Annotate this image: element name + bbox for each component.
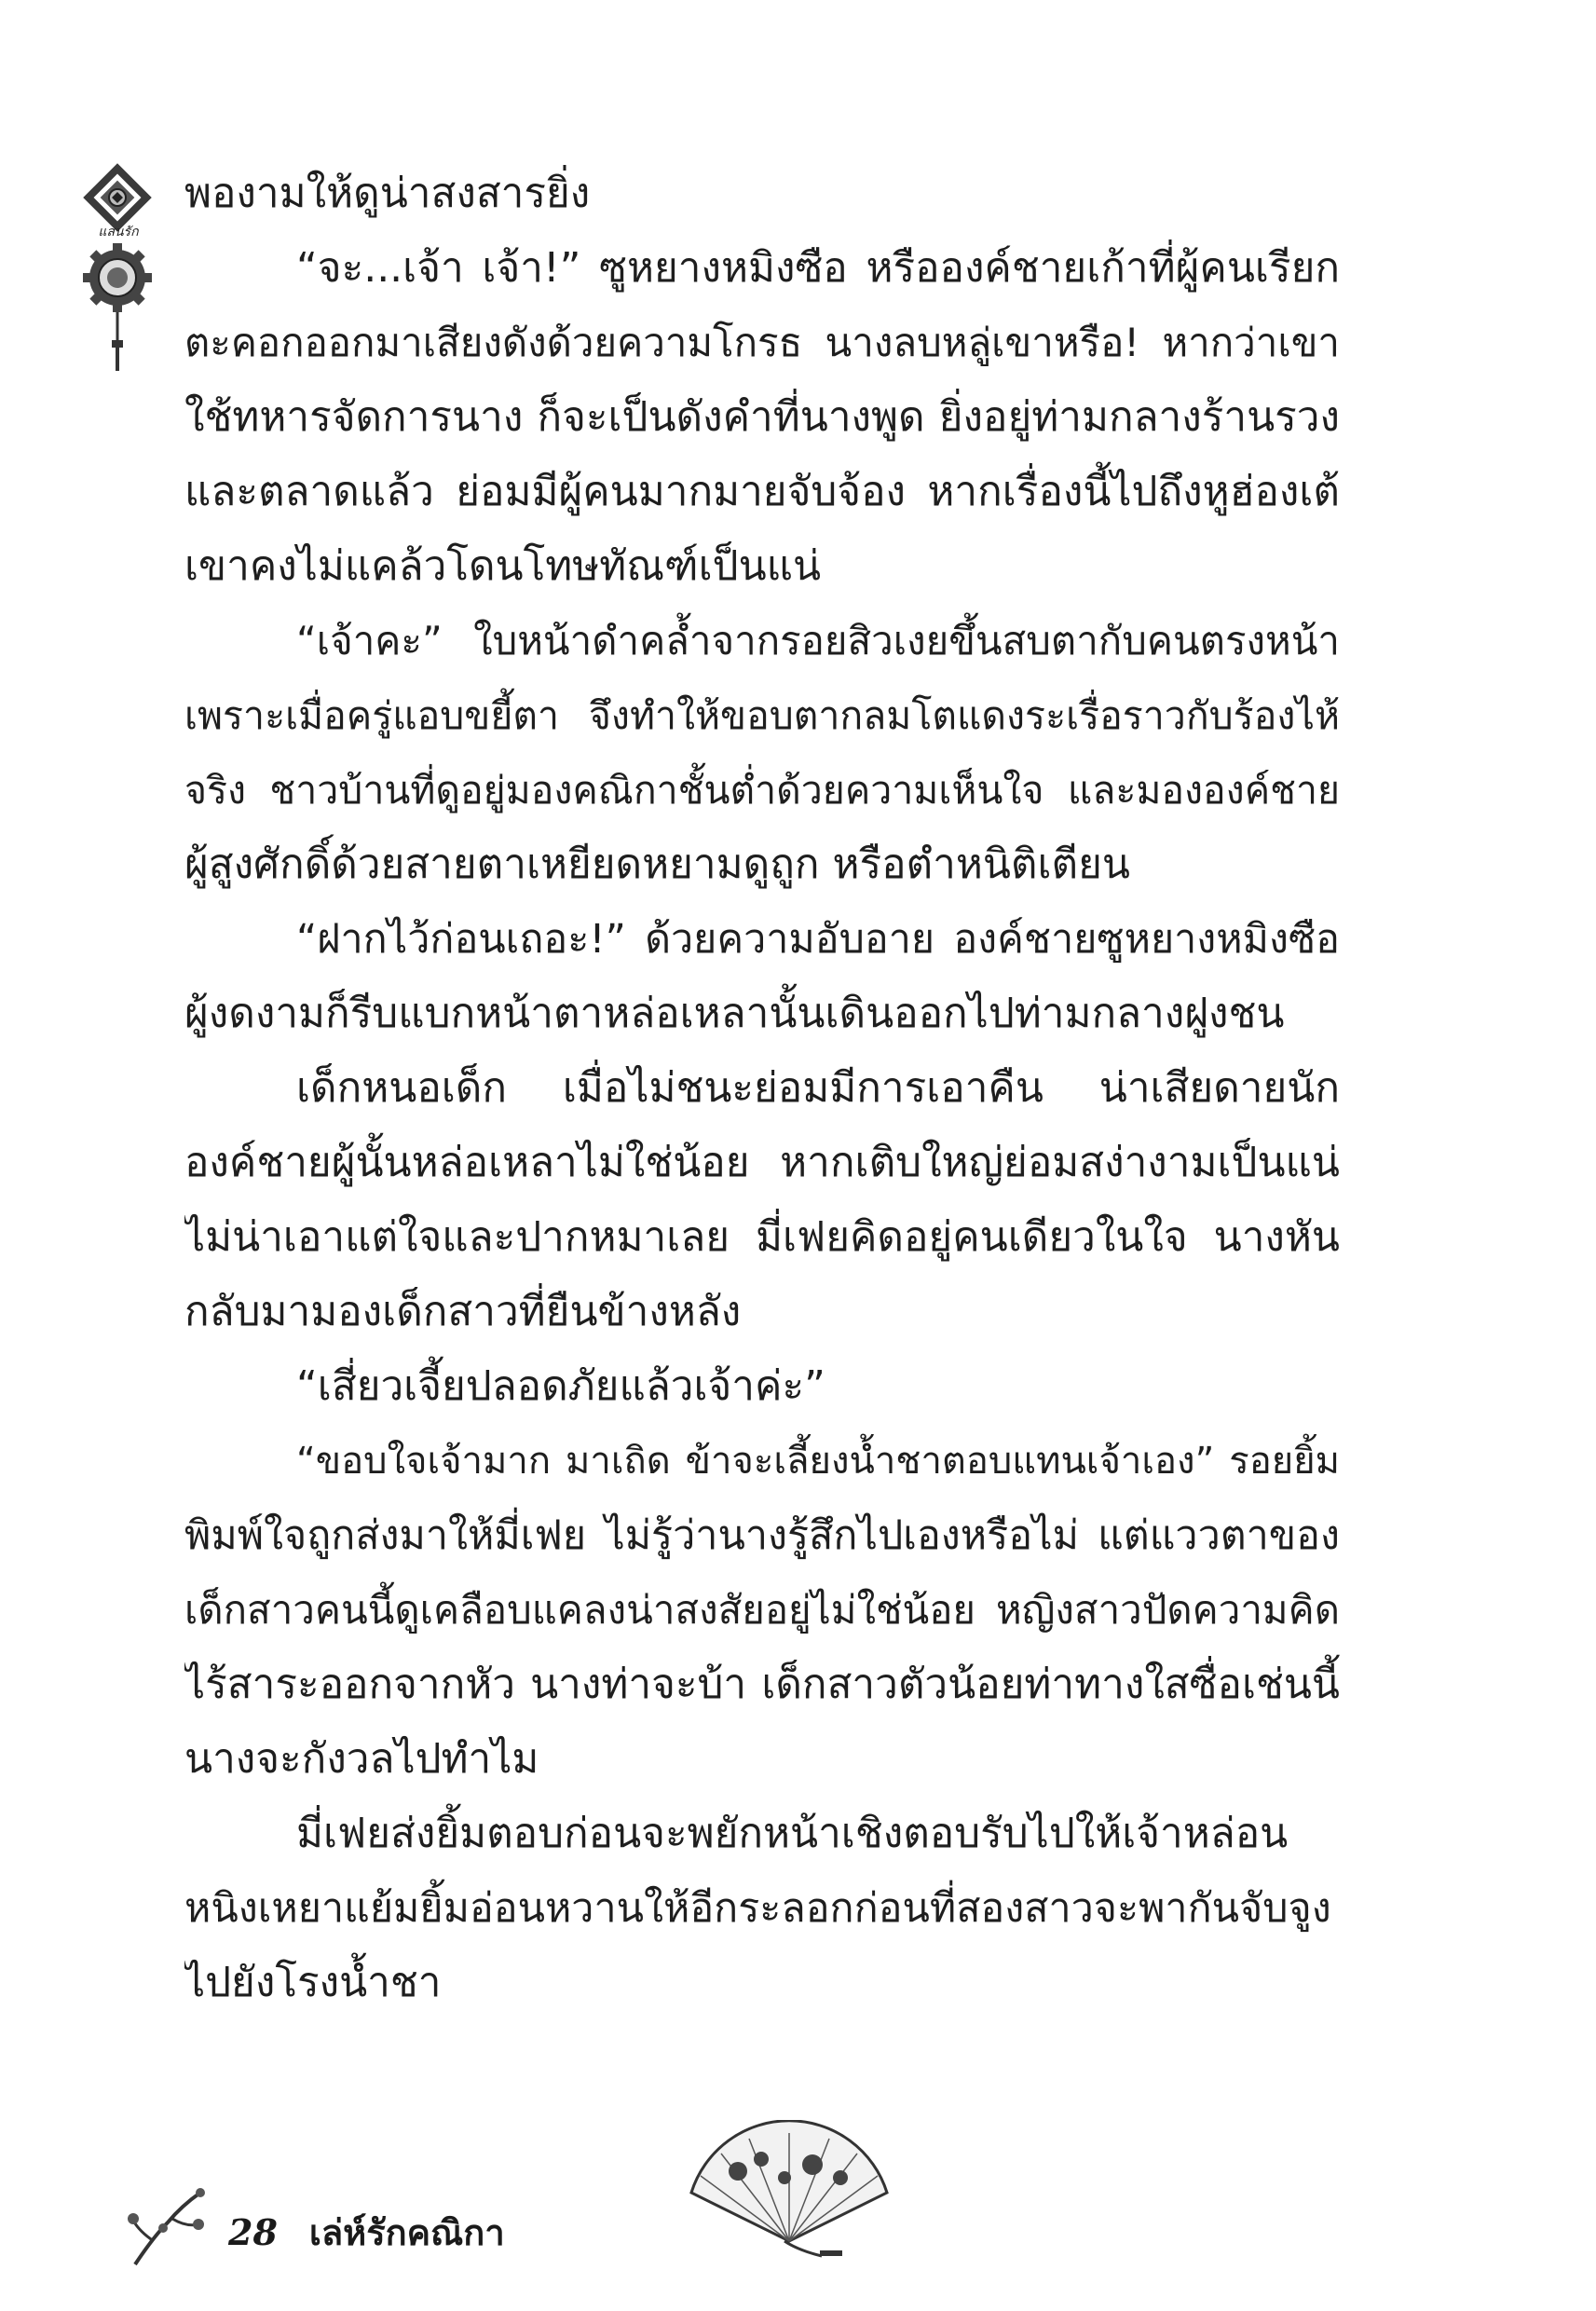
ornament-emblem-icon (80, 158, 155, 373)
text-line: เด็กหนอเด็ก เมื่อไม่ชนะย่อมมีการเอาคืน น่าเสียดายนัก (296, 1064, 1340, 1112)
text-line: “เสี่ยวเจี้ยปลอดภัยแล้วเจ้าค่ะ” (296, 1362, 825, 1410)
book-title: เล่ห์รักคณิกา (308, 2211, 505, 2253)
paragraph (184, 1349, 1340, 1424)
paragraph (184, 231, 1340, 604)
text-line: ตะคอกออกมาเสียงดังด้วยความโกรธ นางลบหลู่เขาหรือ! หากว่าเขา (184, 320, 1340, 365)
plum-branch-icon (126, 2185, 210, 2269)
paragraph (184, 1424, 1340, 1797)
text-line: เด็กสาวคนนี้ดูเคลือบแคลงน่าสงสัยอยู่ไม่ใช่น้อย หญิงสาวปัดความคิด (184, 1587, 1340, 1633)
text-line: พิมพ์ใจถูกส่งมาให้มี่เฟย ไม่รู้ว่านางรู้สึกไปเองหรือไม่ แต่แววตาของ (184, 1512, 1340, 1559)
emblem-label: แสนรัก (98, 225, 139, 239)
text-line: ใช้ทหารจัดการนาง ก็จะเป็นดังคำที่นางพูด ยิ่งอยู่ท่ามกลางร้านรวง (184, 393, 1340, 441)
text-line: ไปยังโรงน้ำชา (184, 1959, 442, 2006)
chapter-body-text (184, 157, 1340, 2020)
text-line: และตลาดแล้ว ย่อมมีผู้คนมากมายจับจ้อง หากเรื่องนี้ไปถึงหูฮ่องเต้ (184, 468, 1340, 515)
text-line: องค์ชายผู้นั้นหล่อเหลาไม่ใช่น้อย หากเติบใหญ่ย่อมสง่างามเป็นแน่ (184, 1139, 1340, 1186)
text-line: หนิงเหยาแย้มยิ้มอ่อนหวานให้อีกระลอกก่อนที่สองสาวจะพากันจับจูง (184, 1885, 1331, 1932)
folding-fan-icon (673, 2120, 906, 2260)
text-line: “จะ...เจ้า เจ้า!” ซูหยางหมิงซือ หรือองค์ชายเก้าที่ผู้คนเรียก (296, 244, 1340, 292)
text-line: เขาคงไม่แคล้วโดนโทษทัณฑ์เป็นแน่ (184, 542, 822, 590)
text-line: กลับมามองเด็กสาวที่ยืนข้างหลัง (184, 1288, 742, 1335)
paragraph (184, 1051, 1340, 1349)
text-line: ผู้สูงศักดิ์ด้วยสายตาเหยียดหยามดูถูก หรือตำหนิติเตียน (184, 841, 1130, 888)
text-line: “ขอบใจเจ้ามาก มาเถิด ข้าจะเลี้ยงน้ำชาตอบแทนเจ้าเอง” รอยยิ้ม (296, 1440, 1340, 1483)
text-line: จริง ชาวบ้านที่ดูอยู่มองคณิกาชั้นต่ำด้วยความเห็นใจ และมององค์ชาย (184, 768, 1340, 813)
paragraph (184, 902, 1340, 1051)
paragraph (184, 604, 1340, 902)
text-line: มี่เฟยส่งยิ้มตอบก่อนจะพยักหน้าเชิงตอบรับไปให้เจ้าหล่อน (296, 1810, 1289, 1857)
text-line: “เจ้าคะ” ใบหน้าดำคล้ำจากรอยสิวเงยขึ้นสบตากับคนตรงหน้า (296, 618, 1340, 663)
text-line: ไร้สาระออกจากหัว นางท่าจะบ้า เด็กสาวตัวน้อยท่าทางใสซื่อเช่นนี้ (184, 1661, 1340, 1708)
page-footer (228, 2205, 505, 2261)
paragraph (184, 157, 1340, 231)
text-line: ไม่น่าเอาแต่ใจและปากหมาเลย มี่เฟยคิดอยู่คนเดียวในใจ นางหัน (184, 1213, 1340, 1261)
text-line: เพราะเมื่อครู่แอบขยี้ตา จึงทำให้ขอบตากลมโตแดงระเรื่อราวกับร้องไห้ (184, 693, 1340, 738)
paragraph (184, 1797, 1340, 2020)
text-line: ผู้งดงามก็รีบแบกหน้าตาหล่อเหลานั้นเดินออกไปท่ามกลางฝูงชน (184, 990, 1285, 1037)
text-line: นางจะกังวลไปทำไม (184, 1735, 539, 1783)
text-line: “ฝากไว้ก่อนเถอะ!” ด้วยความอับอาย องค์ชายซูหยางหมิงซือ (296, 916, 1340, 963)
text-line: พองามให้ดูน่าสงสารยิ่ง (184, 170, 591, 217)
page-number: 28 (228, 2211, 278, 2253)
